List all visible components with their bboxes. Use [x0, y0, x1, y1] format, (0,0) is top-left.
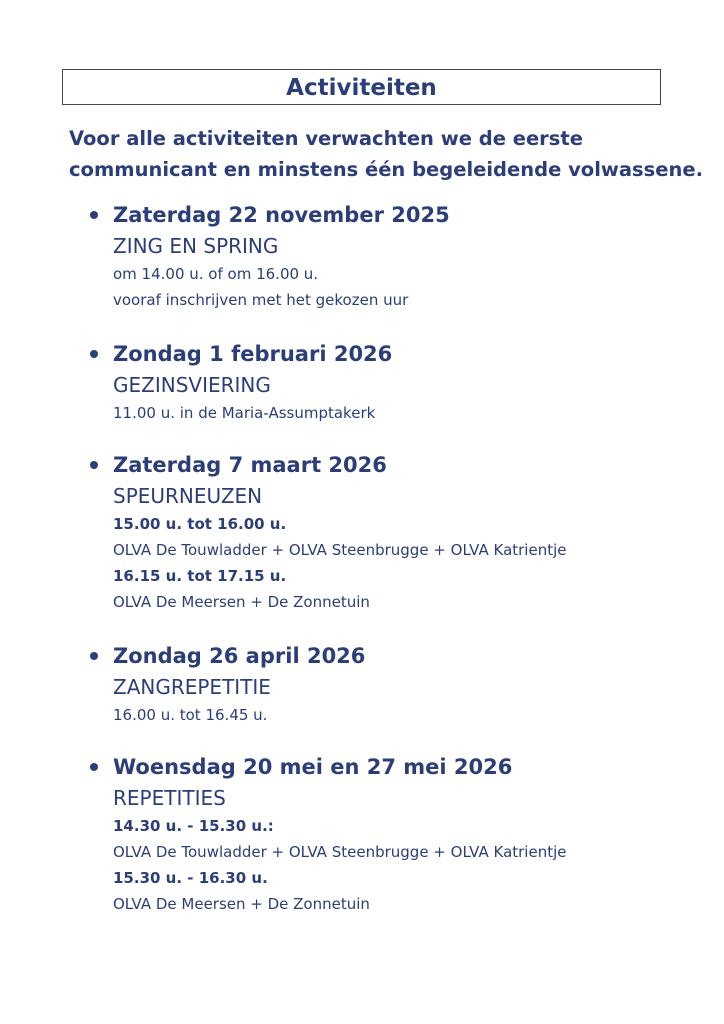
event-name: ZING EN SPRING — [113, 234, 279, 258]
event-date: Zaterdag 7 maart 2026 — [113, 453, 387, 477]
event-detail: 11.00 u. in de Maria-Assumptakerk — [113, 404, 376, 422]
event-item — [0, 750, 724, 917]
bullet-icon — [90, 350, 98, 358]
event-name: ZANGREPETITIE — [113, 675, 271, 699]
event-detail: OLVA De Meersen + De Zonnetuin — [113, 593, 370, 611]
event-date: Zondag 26 april 2026 — [113, 644, 366, 668]
event-item — [0, 337, 724, 426]
event-time: 16.15 u. tot 17.15 u. — [113, 567, 287, 585]
page-title: Activiteiten — [286, 75, 437, 101]
event-date: Zondag 1 februari 2026 — [113, 342, 393, 366]
event-detail: OLVA De Touwladder + OLVA Steenbrugge + OLVA Katrientje — [113, 541, 567, 559]
intro-text: Voor alle activiteiten verwachten we de eerste communicant en minstens één begeleidende volwassene. — [69, 127, 704, 181]
bullet-icon — [90, 763, 98, 771]
event-detail: OLVA De Touwladder + OLVA Steenbrugge + OLVA Katrientje — [113, 843, 567, 861]
event-item — [0, 639, 724, 728]
event-detail: OLVA De Meersen + De Zonnetuin — [113, 895, 370, 913]
event-detail: vooraf inschrijven met het gekozen uur — [113, 291, 409, 309]
event-name: SPEURNEUZEN — [113, 484, 263, 508]
event-list — [0, 198, 724, 917]
event-item — [0, 198, 724, 313]
event-detail: 16.00 u. tot 16.45 u. — [113, 706, 268, 724]
event-date: Woensdag 20 mei en 27 mei 2026 — [113, 755, 513, 779]
event-item — [0, 448, 724, 615]
event-date: Zaterdag 22 november 2025 — [113, 203, 450, 227]
event-detail: om 14.00 u. of om 16.00 u. — [113, 265, 319, 283]
event-time: 15.30 u. - 16.30 u. — [113, 869, 268, 887]
bullet-icon — [90, 461, 98, 469]
bullet-icon — [90, 211, 98, 219]
event-name: REPETITIES — [113, 786, 226, 810]
bullet-icon — [90, 652, 98, 660]
title-box — [62, 69, 661, 105]
event-time: 14.30 u. - 15.30 u.: — [113, 817, 274, 835]
event-time: 15.00 u. tot 16.00 u. — [113, 515, 287, 533]
event-name: GEZINSVIERING — [113, 373, 271, 397]
